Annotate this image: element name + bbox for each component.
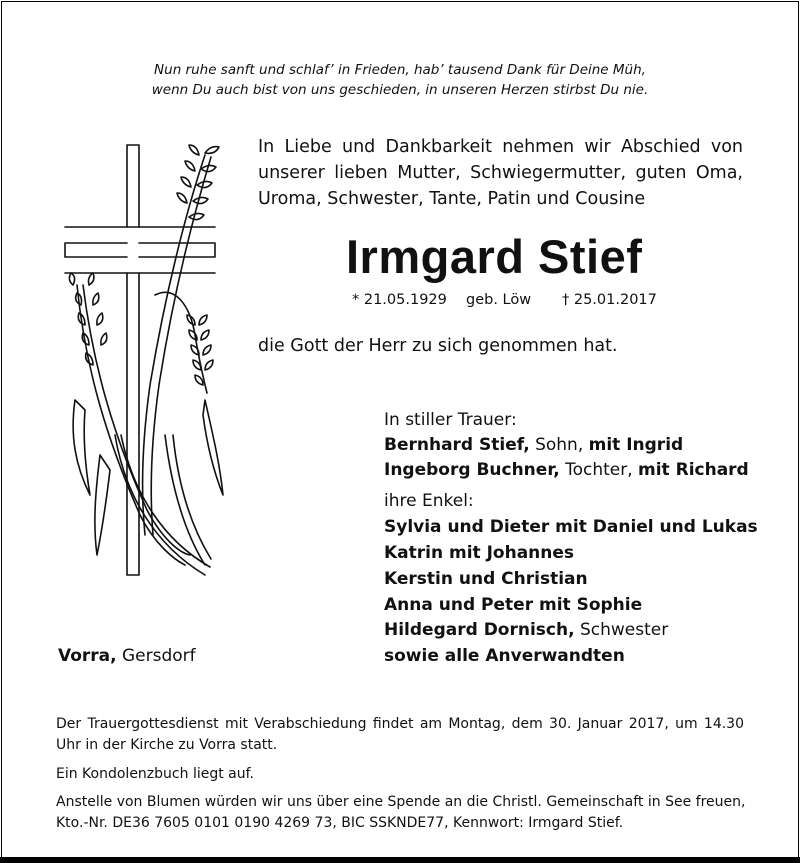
closing-line: die Gott der Herr zu sich genommen hat. bbox=[258, 336, 618, 356]
service-info-line-1: Der Trauergottesdienst mit Verabschiedung findet am Montag, dem 30. Januar 2017, um 14.30 bbox=[56, 716, 744, 732]
other-relatives: sowie alle Anverwandten bbox=[384, 646, 625, 666]
donation-line-2: Kto.-Nr. DE36 7605 0101 0190 4269 73, BIC SSKNDE77, Kennwort: Irmgard Stief. bbox=[56, 815, 624, 831]
mourner-partner: mit Richard bbox=[638, 460, 749, 480]
mourner-relation: Tochter, bbox=[559, 460, 639, 480]
deceased-name: Irmgard Stief bbox=[346, 230, 643, 283]
intro-line-2: unserer lieben Mutter, Schwiegermutter, guten Oma, bbox=[258, 163, 743, 183]
mourner-name: Bernhard Stief, bbox=[384, 435, 530, 455]
mourner-row-sister bbox=[384, 617, 668, 643]
grandchildren-line-2: Katrin mit Johannes bbox=[384, 543, 575, 563]
donation-line-1: Anstelle von Blumen würden wir uns über eine Spende an die Christl. Gemeinschaft in See freuen, bbox=[56, 794, 746, 810]
birth-date: * 21.05.1929 bbox=[352, 292, 447, 308]
intro-line-3: Uroma, Schwester, Tante, Patin und Cousine bbox=[258, 189, 646, 209]
mourner-name: Hildegard Dornisch, bbox=[384, 620, 575, 640]
memorial-verse bbox=[150, 60, 650, 100]
mourner-row-son bbox=[384, 432, 683, 458]
mourner-partner: mit Ingrid bbox=[588, 435, 684, 455]
mourners-heading: In stiller Trauer: bbox=[384, 410, 517, 430]
place-other: Gersdorf bbox=[116, 646, 196, 666]
grandchildren-line-4: Anna und Peter mit Sophie bbox=[384, 595, 643, 615]
grandchildren-line-3: Kerstin und Christian bbox=[384, 569, 588, 589]
grandchildren-heading: ihre Enkel: bbox=[384, 491, 474, 511]
verse-line-1: Nun ruhe sanft und schlaf’ in Frieden, hab’ tausend Dank für Deine Müh, bbox=[154, 62, 646, 78]
mourner-row-daughter bbox=[384, 457, 749, 483]
verse-line-2: wenn Du auch bist von uns geschieden, in unseren Herzen stirbst Du nie. bbox=[151, 82, 649, 98]
mourner-name: Ingeborg Buchner, bbox=[384, 460, 560, 480]
service-info-line-2: Uhr in der Kirche zu Vorra statt. bbox=[56, 737, 278, 753]
place-main: Vorra, bbox=[58, 646, 117, 666]
mourner-relation: Sohn, bbox=[529, 435, 589, 455]
condolence-book-note: Ein Kondolenzbuch liegt auf. bbox=[56, 766, 254, 782]
intro-line-1: In Liebe und Dankbarkeit nehmen wir Abschied von bbox=[258, 137, 743, 157]
mourner-relation: Schwester bbox=[574, 620, 669, 640]
maiden-name: geb. Löw bbox=[466, 292, 532, 308]
bottom-border bbox=[0, 857, 800, 863]
grandchildren-line-1: Sylvia und Dieter mit Daniel und Lukas bbox=[384, 517, 758, 537]
place-line bbox=[58, 644, 196, 668]
death-date: † 25.01.2017 bbox=[562, 292, 657, 308]
cross-wheat-illustration bbox=[55, 135, 235, 645]
